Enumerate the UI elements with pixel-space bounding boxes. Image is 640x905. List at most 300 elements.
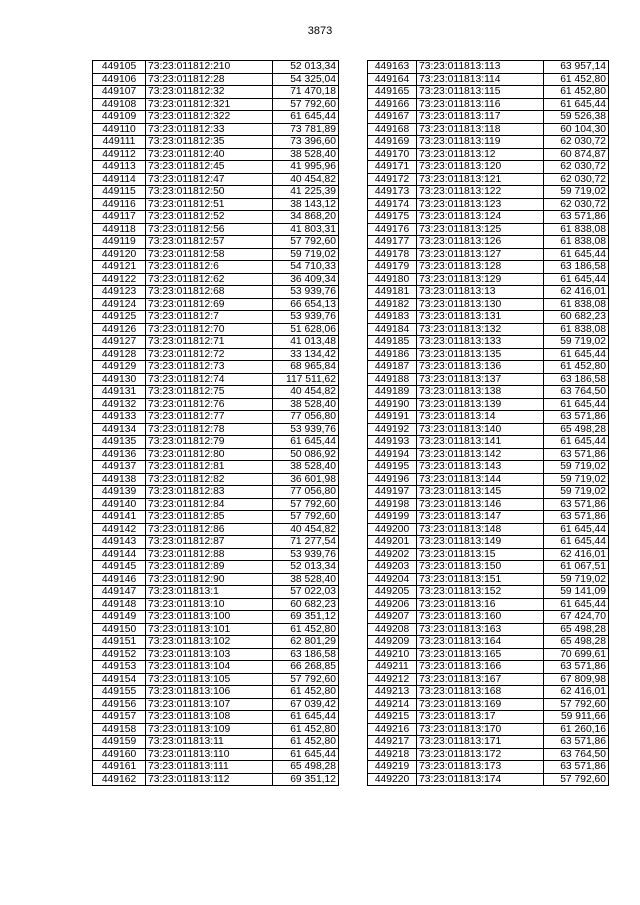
row-number: 449154 xyxy=(93,673,146,686)
table-row xyxy=(93,436,339,449)
row-number: 449170 xyxy=(368,148,417,161)
cadastral-number: 73:23:011812:45 xyxy=(146,161,273,174)
row-number: 449117 xyxy=(93,211,146,224)
cadastral-value: 57 792,60 xyxy=(544,698,609,711)
cadastral-value: 62 030,72 xyxy=(544,161,609,174)
cadastral-number: 73:23:011812:35 xyxy=(146,136,273,149)
table-row xyxy=(93,61,339,74)
cadastral-number: 73:23:011813:167 xyxy=(417,673,544,686)
row-number: 449178 xyxy=(368,248,417,261)
cadastral-number: 73:23:011813:147 xyxy=(417,511,544,524)
cadastral-number: 73:23:011812:210 xyxy=(146,61,273,74)
row-number: 449204 xyxy=(368,573,417,586)
row-number: 449148 xyxy=(93,598,146,611)
cadastral-value: 63 571,86 xyxy=(544,498,609,511)
cadastral-value: 38 143,12 xyxy=(273,198,339,211)
row-number: 449207 xyxy=(368,611,417,624)
row-number: 449174 xyxy=(368,198,417,211)
cadastral-value: 53 939,76 xyxy=(273,311,339,324)
row-number: 449195 xyxy=(368,461,417,474)
cadastral-number: 73:23:011813:144 xyxy=(417,473,544,486)
row-number: 449144 xyxy=(93,548,146,561)
table-row xyxy=(93,448,339,461)
cadastral-number: 73:23:011813:164 xyxy=(417,636,544,649)
row-number: 449185 xyxy=(368,336,417,349)
cadastral-value: 41 013,48 xyxy=(273,336,339,349)
cadastral-value: 51 628,06 xyxy=(273,323,339,336)
cadastral-value: 61 838,08 xyxy=(544,323,609,336)
cadastral-value: 61 452,80 xyxy=(273,686,339,699)
cadastral-number: 73:23:011813:165 xyxy=(417,648,544,661)
cadastral-value: 54 325,04 xyxy=(273,73,339,86)
cadastral-value: 67 809,98 xyxy=(544,673,609,686)
row-number: 449162 xyxy=(93,773,146,786)
cadastral-value: 63 571,86 xyxy=(544,448,609,461)
cadastral-value: 40 454,82 xyxy=(273,173,339,186)
cadastral-number: 73:23:011812:78 xyxy=(146,423,273,436)
cadastral-value: 54 710,33 xyxy=(273,261,339,274)
row-number: 449179 xyxy=(368,261,417,274)
cadastral-number: 73:23:011813:138 xyxy=(417,386,544,399)
cadastral-value: 34 868,20 xyxy=(273,211,339,224)
table-row xyxy=(93,573,339,586)
registry-table-left-body xyxy=(93,61,339,786)
cadastral-number: 73:23:011812:69 xyxy=(146,298,273,311)
cadastral-value: 59 719,02 xyxy=(544,461,609,474)
row-number: 449113 xyxy=(93,161,146,174)
cadastral-value: 61 645,44 xyxy=(273,711,339,724)
cadastral-value: 57 022,03 xyxy=(273,586,339,599)
cadastral-value: 40 454,82 xyxy=(273,523,339,536)
row-number: 449152 xyxy=(93,648,146,661)
table-row xyxy=(93,773,339,786)
table-row xyxy=(93,373,339,386)
cadastral-value: 38 528,40 xyxy=(273,398,339,411)
row-number: 449128 xyxy=(93,348,146,361)
row-number: 449108 xyxy=(93,98,146,111)
page-number: 3873 xyxy=(307,25,333,37)
row-number: 449137 xyxy=(93,461,146,474)
cadastral-value: 62 030,72 xyxy=(544,198,609,211)
cadastral-value: 61 838,08 xyxy=(544,236,609,249)
cadastral-number: 73:23:011813:146 xyxy=(417,498,544,511)
table-row xyxy=(93,161,339,174)
table-row xyxy=(368,348,609,361)
table-row xyxy=(368,661,609,674)
cadastral-number: 73:23:011813:101 xyxy=(146,623,273,636)
row-number: 449110 xyxy=(93,123,146,136)
row-number: 449184 xyxy=(368,323,417,336)
cadastral-value: 59 719,02 xyxy=(273,248,339,261)
cadastral-value: 70 699,61 xyxy=(544,648,609,661)
cadastral-value: 38 528,40 xyxy=(273,461,339,474)
table-row xyxy=(93,698,339,711)
table-row xyxy=(368,86,609,99)
table-row xyxy=(93,323,339,336)
table-row xyxy=(93,286,339,299)
row-number: 449126 xyxy=(93,323,146,336)
table-row xyxy=(93,548,339,561)
cadastral-value: 62 801,29 xyxy=(273,636,339,649)
row-number: 449211 xyxy=(368,661,417,674)
table-row xyxy=(368,173,609,186)
cadastral-number: 73:23:011812:83 xyxy=(146,486,273,499)
row-number: 449145 xyxy=(93,561,146,574)
table-row xyxy=(368,523,609,536)
row-number: 449146 xyxy=(93,573,146,586)
row-number: 449169 xyxy=(368,136,417,149)
cadastral-number: 73:23:011813:14 xyxy=(417,411,544,424)
cadastral-value: 62 416,01 xyxy=(544,548,609,561)
table-row xyxy=(93,748,339,761)
cadastral-number: 73:23:011813:135 xyxy=(417,348,544,361)
table-row xyxy=(368,586,609,599)
table-row xyxy=(93,586,339,599)
table-row xyxy=(368,423,609,436)
cadastral-value: 65 498,28 xyxy=(544,423,609,436)
cadastral-value: 66 268,85 xyxy=(273,661,339,674)
table-row xyxy=(368,636,609,649)
row-number: 449192 xyxy=(368,423,417,436)
row-number: 449121 xyxy=(93,261,146,274)
row-number: 449166 xyxy=(368,98,417,111)
row-number: 449186 xyxy=(368,348,417,361)
cadastral-value: 59 719,02 xyxy=(544,573,609,586)
row-number: 449190 xyxy=(368,398,417,411)
table-row xyxy=(368,548,609,561)
table-row xyxy=(368,448,609,461)
table-row xyxy=(368,311,609,324)
cadastral-value: 59 526,38 xyxy=(544,111,609,124)
row-number: 449138 xyxy=(93,473,146,486)
row-number: 449129 xyxy=(93,361,146,374)
cadastral-number: 73:23:011813:163 xyxy=(417,623,544,636)
row-number: 449130 xyxy=(93,373,146,386)
cadastral-value: 59 719,02 xyxy=(544,473,609,486)
row-number: 449142 xyxy=(93,523,146,536)
cadastral-value: 65 498,28 xyxy=(544,623,609,636)
table-row xyxy=(93,298,339,311)
table-row xyxy=(93,661,339,674)
row-number: 449172 xyxy=(368,173,417,186)
row-number: 449220 xyxy=(368,773,417,786)
table-row xyxy=(93,511,339,524)
cadastral-value: 69 351,12 xyxy=(273,773,339,786)
table-row xyxy=(93,136,339,149)
cadastral-number: 73:23:011813:104 xyxy=(146,661,273,674)
cadastral-number: 73:23:011812:322 xyxy=(146,111,273,124)
cadastral-number: 73:23:011813:133 xyxy=(417,336,544,349)
table-row xyxy=(368,411,609,424)
table-row xyxy=(93,261,339,274)
cadastral-number: 73:23:011813:16 xyxy=(417,598,544,611)
table-row xyxy=(368,386,609,399)
cadastral-number: 73:23:011813:145 xyxy=(417,486,544,499)
cadastral-number: 73:23:011812:70 xyxy=(146,323,273,336)
cadastral-number: 73:23:011812:75 xyxy=(146,386,273,399)
row-number: 449210 xyxy=(368,648,417,661)
cadastral-number: 73:23:011813:121 xyxy=(417,173,544,186)
cadastral-number: 73:23:011812:89 xyxy=(146,561,273,574)
table-row xyxy=(368,686,609,699)
table-row xyxy=(368,561,609,574)
cadastral-value: 63 571,86 xyxy=(544,736,609,749)
row-number: 449180 xyxy=(368,273,417,286)
table-row xyxy=(93,73,339,86)
cadastral-value: 61 645,44 xyxy=(273,111,339,124)
table-row xyxy=(368,536,609,549)
cadastral-number: 73:23:011813:116 xyxy=(417,98,544,111)
cadastral-number: 73:23:011812:84 xyxy=(146,498,273,511)
cadastral-value: 63 571,86 xyxy=(544,511,609,524)
cadastral-value: 61 645,44 xyxy=(544,248,609,261)
cadastral-value: 53 939,76 xyxy=(273,423,339,436)
row-number: 449112 xyxy=(93,148,146,161)
table-row xyxy=(93,311,339,324)
table-row xyxy=(368,148,609,161)
row-number: 449209 xyxy=(368,636,417,649)
cadastral-value: 67 424,70 xyxy=(544,611,609,624)
cadastral-value: 61 645,44 xyxy=(544,598,609,611)
table-row xyxy=(93,348,339,361)
table-row xyxy=(93,223,339,236)
cadastral-value: 61 645,44 xyxy=(544,273,609,286)
row-number: 449219 xyxy=(368,761,417,774)
cadastral-value: 62 030,72 xyxy=(544,173,609,186)
row-number: 449151 xyxy=(93,636,146,649)
row-number: 449153 xyxy=(93,661,146,674)
table-row xyxy=(368,136,609,149)
table-row xyxy=(93,186,339,199)
cadastral-number: 73:23:011813:12 xyxy=(417,148,544,161)
cadastral-value: 41 803,31 xyxy=(273,223,339,236)
row-number: 449156 xyxy=(93,698,146,711)
cadastral-value: 61 452,80 xyxy=(273,623,339,636)
table-row xyxy=(368,273,609,286)
row-number: 449173 xyxy=(368,186,417,199)
cadastral-number: 73:23:011813:151 xyxy=(417,573,544,586)
cadastral-number: 73:23:011812:28 xyxy=(146,73,273,86)
cadastral-value: 61 645,44 xyxy=(544,98,609,111)
table-row xyxy=(93,561,339,574)
cadastral-value: 59 141,09 xyxy=(544,586,609,599)
cadastral-number: 73:23:011813:103 xyxy=(146,648,273,661)
row-number: 449135 xyxy=(93,436,146,449)
cadastral-value: 63 571,86 xyxy=(544,761,609,774)
cadastral-value: 61 645,44 xyxy=(544,398,609,411)
cadastral-number: 73:23:011813:111 xyxy=(146,761,273,774)
row-number: 449143 xyxy=(93,536,146,549)
cadastral-value: 61 645,44 xyxy=(544,348,609,361)
table-row xyxy=(368,598,609,611)
table-row xyxy=(93,673,339,686)
row-number: 449200 xyxy=(368,523,417,536)
row-number: 449217 xyxy=(368,736,417,749)
cadastral-number: 73:23:011812:32 xyxy=(146,86,273,99)
row-number: 449181 xyxy=(368,286,417,299)
cadastral-value: 77 056,80 xyxy=(273,411,339,424)
row-number: 449123 xyxy=(93,286,146,299)
cadastral-value: 63 186,58 xyxy=(544,373,609,386)
cadastral-value: 53 939,76 xyxy=(273,548,339,561)
row-number: 449134 xyxy=(93,423,146,436)
cadastral-value: 63 957,14 xyxy=(544,61,609,74)
table-row xyxy=(368,736,609,749)
cadastral-number: 73:23:011812:40 xyxy=(146,148,273,161)
cadastral-number: 73:23:011813:139 xyxy=(417,398,544,411)
row-number: 449107 xyxy=(93,86,146,99)
cadastral-value: 62 416,01 xyxy=(544,286,609,299)
row-number: 449164 xyxy=(368,73,417,86)
cadastral-number: 73:23:011813:11 xyxy=(146,736,273,749)
cadastral-number: 73:23:011812:33 xyxy=(146,123,273,136)
row-number: 449201 xyxy=(368,536,417,549)
cadastral-number: 73:23:011813:168 xyxy=(417,686,544,699)
cadastral-value: 57 792,60 xyxy=(273,511,339,524)
cadastral-number: 73:23:011813:172 xyxy=(417,748,544,761)
row-number: 449116 xyxy=(93,198,146,211)
row-number: 449160 xyxy=(93,748,146,761)
row-number: 449212 xyxy=(368,673,417,686)
cadastral-number: 73:23:011812:71 xyxy=(146,336,273,349)
registry-table-left xyxy=(92,60,339,786)
cadastral-number: 73:23:011813:149 xyxy=(417,536,544,549)
cadastral-value: 117 511,62 xyxy=(273,373,339,386)
table-row xyxy=(368,511,609,524)
cadastral-number: 73:23:011813:105 xyxy=(146,673,273,686)
table-row xyxy=(93,386,339,399)
cadastral-value: 61 645,44 xyxy=(544,523,609,536)
row-number: 449133 xyxy=(93,411,146,424)
cadastral-value: 61 645,44 xyxy=(273,748,339,761)
row-number: 449175 xyxy=(368,211,417,224)
cadastral-number: 73:23:011813:140 xyxy=(417,423,544,436)
cadastral-number: 73:23:011813:100 xyxy=(146,611,273,624)
cadastral-number: 73:23:011813:102 xyxy=(146,636,273,649)
row-number: 449109 xyxy=(93,111,146,124)
table-row xyxy=(368,248,609,261)
cadastral-value: 61 838,08 xyxy=(544,223,609,236)
cadastral-number: 73:23:011813:160 xyxy=(417,611,544,624)
cadastral-value: 61 452,80 xyxy=(273,736,339,749)
row-number: 449189 xyxy=(368,386,417,399)
cadastral-value: 60 874,87 xyxy=(544,148,609,161)
row-number: 449125 xyxy=(93,311,146,324)
table-row xyxy=(368,323,609,336)
table-row xyxy=(368,673,609,686)
cadastral-value: 61 645,44 xyxy=(273,436,339,449)
table-row xyxy=(93,711,339,724)
table-row xyxy=(368,223,609,236)
table-row xyxy=(368,261,609,274)
row-number: 449213 xyxy=(368,686,417,699)
cadastral-number: 73:23:011812:79 xyxy=(146,436,273,449)
cadastral-number: 73:23:011813:126 xyxy=(417,236,544,249)
row-number: 449111 xyxy=(93,136,146,149)
table-row xyxy=(368,623,609,636)
cadastral-value: 59 719,02 xyxy=(544,336,609,349)
cadastral-number: 73:23:011813:174 xyxy=(417,773,544,786)
cadastral-value: 57 792,60 xyxy=(273,498,339,511)
table-row xyxy=(368,111,609,124)
table-row xyxy=(93,636,339,649)
cadastral-number: 73:23:011813:130 xyxy=(417,298,544,311)
cadastral-value: 67 039,42 xyxy=(273,698,339,711)
cadastral-value: 60 682,23 xyxy=(273,598,339,611)
row-number: 449216 xyxy=(368,723,417,736)
table-row xyxy=(93,111,339,124)
cadastral-number: 73:23:011813:166 xyxy=(417,661,544,674)
cadastral-value: 73 396,60 xyxy=(273,136,339,149)
row-number: 449141 xyxy=(93,511,146,524)
table-row xyxy=(93,536,339,549)
cadastral-value: 65 498,28 xyxy=(273,761,339,774)
cadastral-number: 73:23:011812:57 xyxy=(146,236,273,249)
cadastral-number: 73:23:011813:108 xyxy=(146,711,273,724)
cadastral-number: 73:23:011813:169 xyxy=(417,698,544,711)
table-row xyxy=(368,286,609,299)
table-row xyxy=(93,736,339,749)
table-row xyxy=(93,648,339,661)
cadastral-value: 60 682,23 xyxy=(544,311,609,324)
cadastral-value: 62 030,72 xyxy=(544,136,609,149)
cadastral-number: 73:23:011812:72 xyxy=(146,348,273,361)
table-row xyxy=(368,461,609,474)
row-number: 449194 xyxy=(368,448,417,461)
table-row xyxy=(368,123,609,136)
row-number: 449124 xyxy=(93,298,146,311)
table-row xyxy=(93,761,339,774)
cadastral-value: 60 104,30 xyxy=(544,123,609,136)
cadastral-value: 61 838,08 xyxy=(544,298,609,311)
cadastral-value: 61 452,80 xyxy=(544,86,609,99)
cadastral-number: 73:23:011813:118 xyxy=(417,123,544,136)
table-row xyxy=(368,761,609,774)
cadastral-number: 73:23:011812:68 xyxy=(146,286,273,299)
cadastral-value: 63 186,58 xyxy=(273,648,339,661)
table-row xyxy=(368,748,609,761)
table-row xyxy=(368,161,609,174)
row-number: 449122 xyxy=(93,273,146,286)
cadastral-number: 73:23:011813:13 xyxy=(417,286,544,299)
cadastral-number: 73:23:011813:143 xyxy=(417,461,544,474)
registry-table-right-body xyxy=(368,61,609,786)
row-number: 449163 xyxy=(368,61,417,74)
row-number: 449118 xyxy=(93,223,146,236)
cadastral-number: 73:23:011813:119 xyxy=(417,136,544,149)
cadastral-value: 68 965,84 xyxy=(273,361,339,374)
cadastral-value: 59 911,66 xyxy=(544,711,609,724)
cadastral-number: 73:23:011812:86 xyxy=(146,523,273,536)
cadastral-number: 73:23:011813:17 xyxy=(417,711,544,724)
cadastral-number: 73:23:011812:82 xyxy=(146,473,273,486)
cadastral-number: 73:23:011813:106 xyxy=(146,686,273,699)
row-number: 449131 xyxy=(93,386,146,399)
table-row xyxy=(93,723,339,736)
table-row xyxy=(93,273,339,286)
table-row xyxy=(368,698,609,711)
row-number: 449147 xyxy=(93,586,146,599)
cadastral-value: 52 013,34 xyxy=(273,561,339,574)
cadastral-number: 73:23:011813:115 xyxy=(417,86,544,99)
cadastral-number: 73:23:011812:56 xyxy=(146,223,273,236)
cadastral-number: 73:23:011813:136 xyxy=(417,361,544,374)
cadastral-value: 61 452,80 xyxy=(544,73,609,86)
cadastral-number: 73:23:011813:127 xyxy=(417,248,544,261)
cadastral-number: 73:23:011813:114 xyxy=(417,73,544,86)
cadastral-number: 73:23:011813:132 xyxy=(417,323,544,336)
table-row xyxy=(368,186,609,199)
